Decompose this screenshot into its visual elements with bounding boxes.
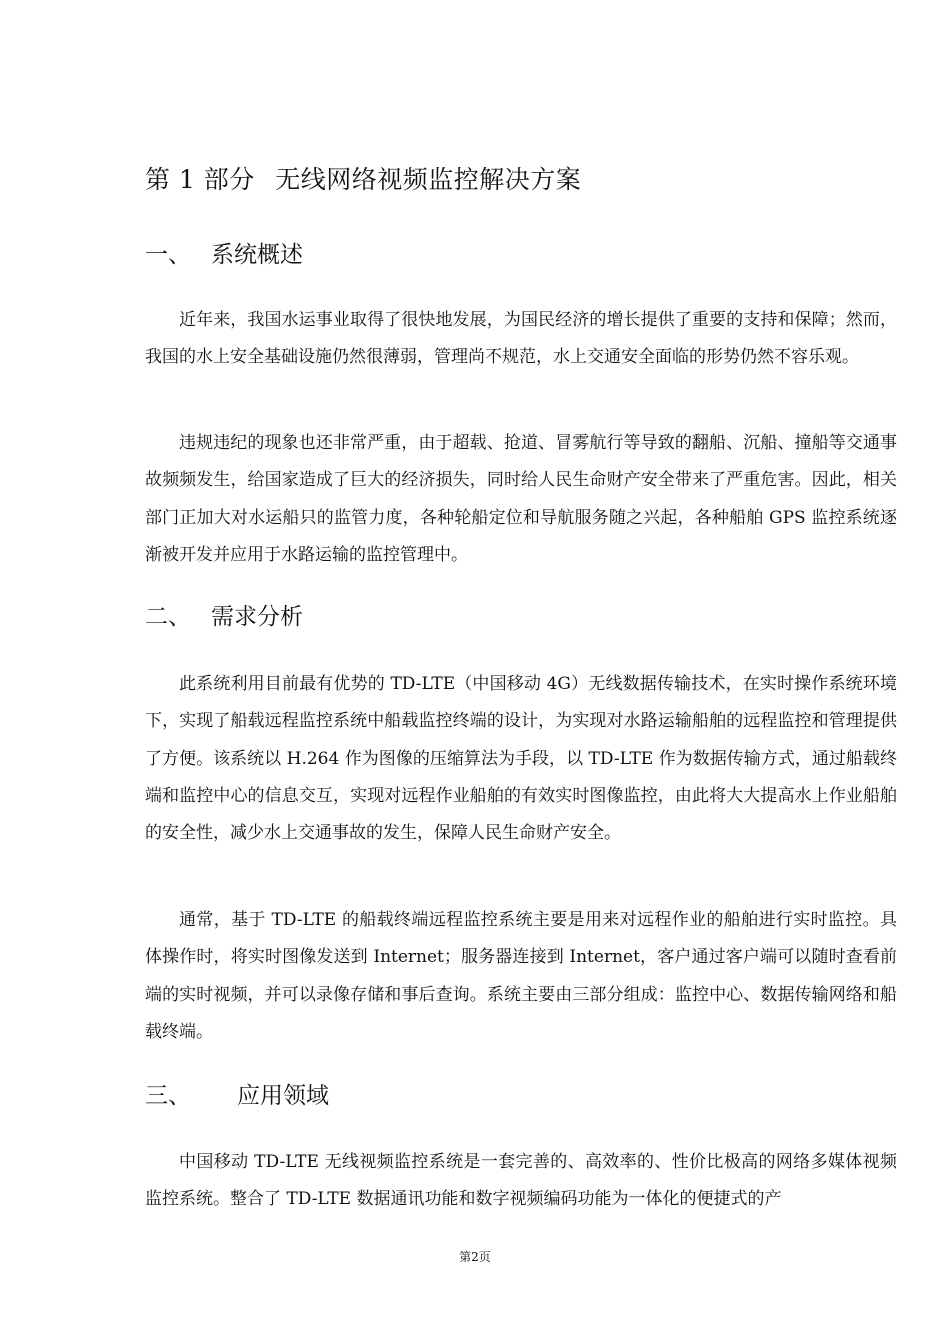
section-number: 二、 (145, 604, 191, 630)
part-title-text: 无线网络视频监控解决方案 (275, 165, 582, 194)
page-number: 第2页 (459, 1250, 491, 1264)
section-title: 应用领域 (237, 1083, 329, 1109)
paragraph: 近年来，我国水运事业取得了很快地发展，为国民经济的增长提供了重要的支持和保障；然而，我国的水上安全基础设施仍然很薄弱，管理尚不规范，水上交通安全面临的形势仍然不容乐观。 (145, 310, 897, 368)
paragraph: 通常，基于 TD-LTE 的船载终端远程监控系统主要是用来对远程作业的船舶进行实时监控。具体操作时，将实时图像发送到 Internet；服务器连接到 Internet，客户通过客户端可以随时查看前端的实时视频，并可以录像存储和事后查询。系统主要由三部分组成：监控中心、数据传输网络和船载终端。 (145, 910, 897, 1042)
part-number: 第 1 部分 (145, 165, 255, 194)
paragraph: 违规违纪的现象也还非常严重，由于超载、抢道、冒雾航行等导致的翻船、沉船、撞船等交通事故频频发生，给国家造成了巨大的经济损失，同时给人民生命财产安全带来了严重危害。因此，相关部门正加大对水运船只的监管力度，各种轮船定位和导航服务随之兴起，各种船舶 GPS 监控系统逐渐被开发并应用于水路运输的监控管理中。 (145, 433, 897, 565)
section-heading-overview (145, 236, 303, 269)
section-title: 系统概述 (211, 242, 303, 268)
section-title: 需求分析 (211, 604, 303, 630)
section-heading-requirements (145, 598, 303, 631)
section-number: 一、 (145, 242, 191, 268)
part-title (145, 160, 581, 196)
paragraph: 此系统利用目前最有优势的 TD-LTE（中国移动 4G）无线数据传输技术，在实时操作系统环境下，实现了船载远程监控系统中船载监控终端的设计，为实现对水路运输船舶的远程监控和管理提供了方便。该系统以 H.264 作为图像的压缩算法为手段，以 TD-LTE 作为数据传输方式，通过船载终端和监控中心的信息交互，实现对远程作业船舶的有效实时图像监控，由此将大大提高水上作业船舶的安全性，减少水上交通事故的发生，保障人民生命财产安全。 (145, 674, 897, 844)
section-number: 三、 (145, 1083, 191, 1109)
paragraph: 中国移动 TD-LTE 无线视频监控系统是一套完善的、高效率的、性价比极高的网络多媒体视频监控系统。整合了 TD-LTE 数据通讯功能和数字视频编码功能为一体化的便捷式的产 (145, 1152, 897, 1210)
section-heading-applications (145, 1077, 329, 1110)
